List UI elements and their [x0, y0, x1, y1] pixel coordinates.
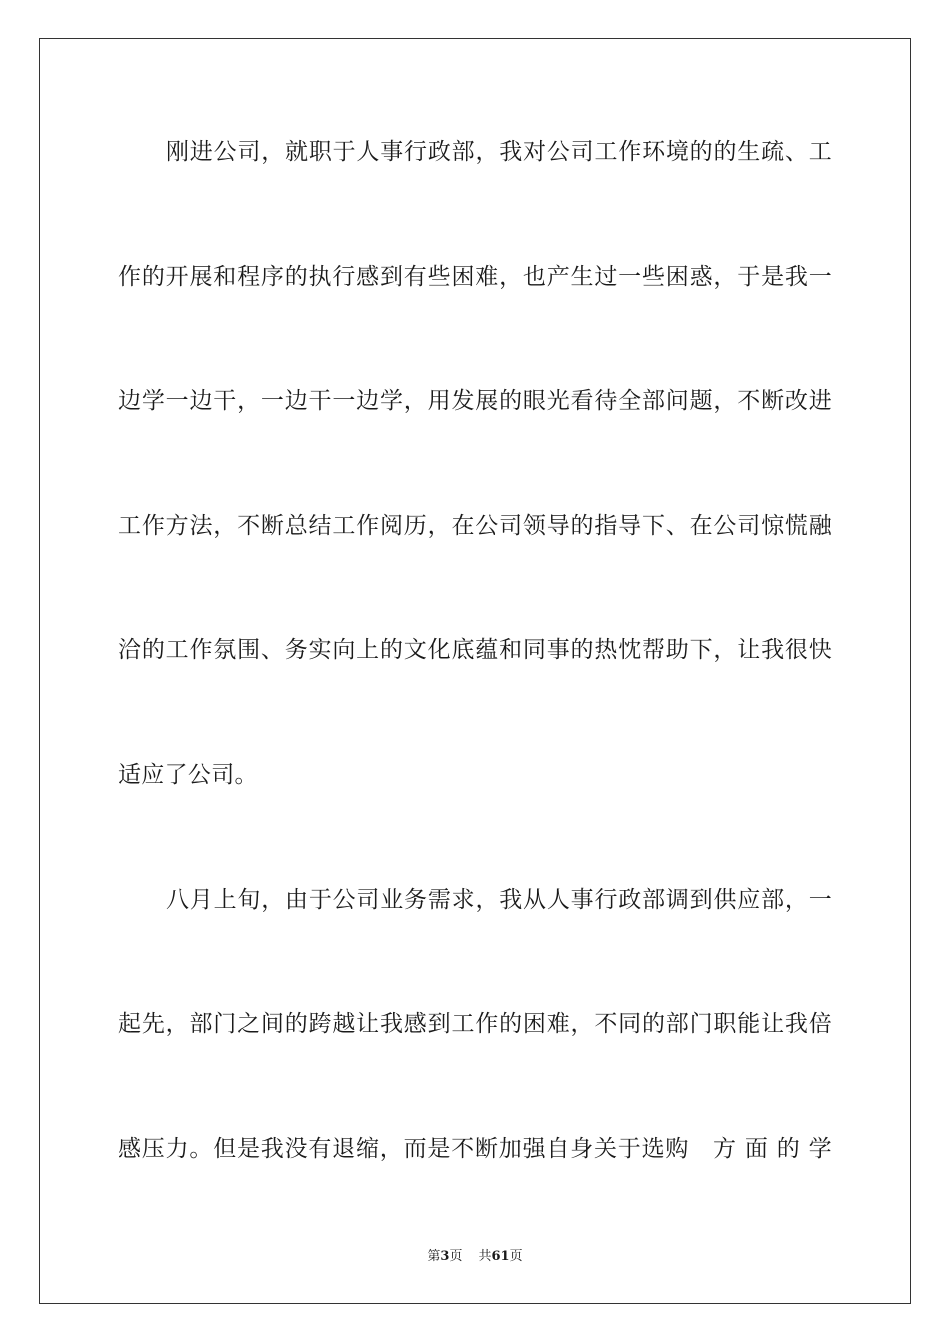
- page-number: 3: [440, 1249, 450, 1264]
- total-pages: 61: [491, 1249, 510, 1264]
- text-line: 适应了公司。: [118, 761, 258, 788]
- text-line: 边学一边干，一边干一边学，用发展的眼光看待全部问题，不断改进: [118, 388, 832, 415]
- text-line: 工作方法，不断总结工作阅历，在公司领导的指导下、在公司惊慌融: [118, 512, 832, 539]
- text-line: 八月上旬，由于公司业务需求，我从人事行政部调到供应部，一: [166, 886, 832, 913]
- total-prefix: 共: [478, 1249, 492, 1264]
- page-suffix: 页: [449, 1249, 463, 1264]
- document-body: [118, 128, 832, 1249]
- text-line: 洽的工作氛围、务实向上的文化底蕴和同事的热忱帮助下，让我很快: [118, 637, 832, 664]
- page-prefix: 第: [427, 1249, 441, 1264]
- text-line: 刚进公司，就职于人事行政部，我对公司工作环境的的生疏、工: [166, 139, 832, 165]
- total-suffix: 页: [509, 1249, 523, 1264]
- page-footer: [0, 1247, 950, 1267]
- text-line: 作的开展和程序的执行感到有些困难，也产生过一些困惑，于是我一: [118, 263, 832, 290]
- text-line: 感压力。但是我没有退缩，而是不断加强自身关于选购 方 面 的 学: [118, 1135, 832, 1162]
- text-line: 起先，部门之间的跨越让我感到工作的困难，不同的部门职能让我倍: [118, 1011, 832, 1038]
